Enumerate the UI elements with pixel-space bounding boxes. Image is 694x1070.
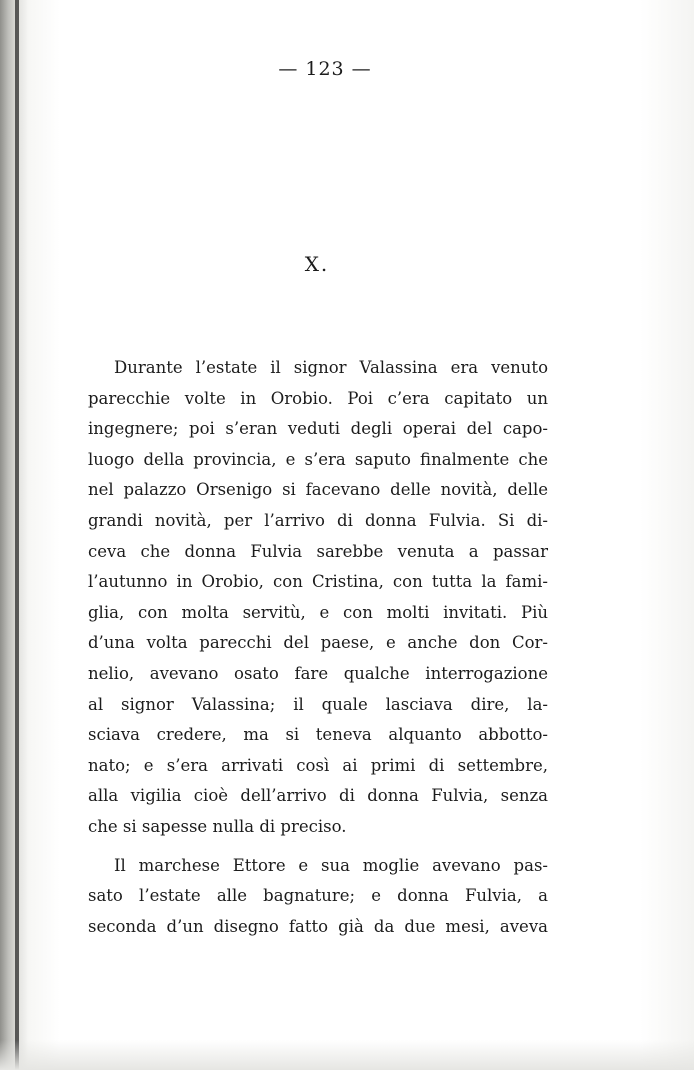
chapter-title: X. xyxy=(304,252,330,276)
text-line: glia, con molta servitù, e con molti invitati. Più xyxy=(88,602,548,622)
paragraph xyxy=(88,353,548,843)
text-line: d’una volta parecchi del paese, e anche don Cor- xyxy=(88,633,548,653)
text-line: al signor Valassina; il quale lasciava dire, la- xyxy=(88,694,548,714)
body-text xyxy=(88,353,548,942)
page-bottom-shadow xyxy=(0,1040,694,1070)
text-line: alla vigilia cioè dell’arrivo di donna Fulvia, senza xyxy=(88,786,548,806)
page-number: — 123 — xyxy=(278,58,372,80)
text-line: nelio, avevano osato fare qualche interrogazione xyxy=(88,663,548,683)
text-line: Il marchese Ettore e sua moglie avevano pas- xyxy=(114,855,548,875)
text-line: l’autunno in Orobio, con Cristina, con tutta la fami- xyxy=(88,572,548,592)
page-binding-shadow xyxy=(0,0,28,1070)
text-line: nato; e s’era arrivati così ai primi di settembre, xyxy=(88,755,548,775)
text-line: ceva che donna Fulvia sarebbe venuta a passar xyxy=(88,541,548,561)
text-line: Durante l’estate il signor Valassina era venuto xyxy=(114,358,548,377)
text-line: ingegnere; poi s’eran veduti degli operai del capo- xyxy=(88,419,548,439)
text-line: sato l’estate alle bagnature; e donna Fulvia, a xyxy=(88,886,548,906)
page-binding-edge xyxy=(15,0,19,1070)
text-line: nel palazzo Orsenigo si facevano delle novità, delle xyxy=(88,480,548,500)
text-line: parecchie volte in Orobio. Poi c’era capitato un xyxy=(88,388,548,408)
text-line: che si sapesse nulla di preciso. xyxy=(88,816,347,836)
text-line: seconda d’un disegno fatto già da due mesi, aveva xyxy=(88,916,548,936)
text-line: grandi novità, per l’arrivo di donna Fulvia. Si di- xyxy=(88,510,548,530)
text-line: sciava credere, ma si teneva alquanto abbotto- xyxy=(88,725,548,745)
text-line: luogo della provincia, e s’era saputo finalmente che xyxy=(88,449,548,469)
paragraph xyxy=(88,851,548,943)
